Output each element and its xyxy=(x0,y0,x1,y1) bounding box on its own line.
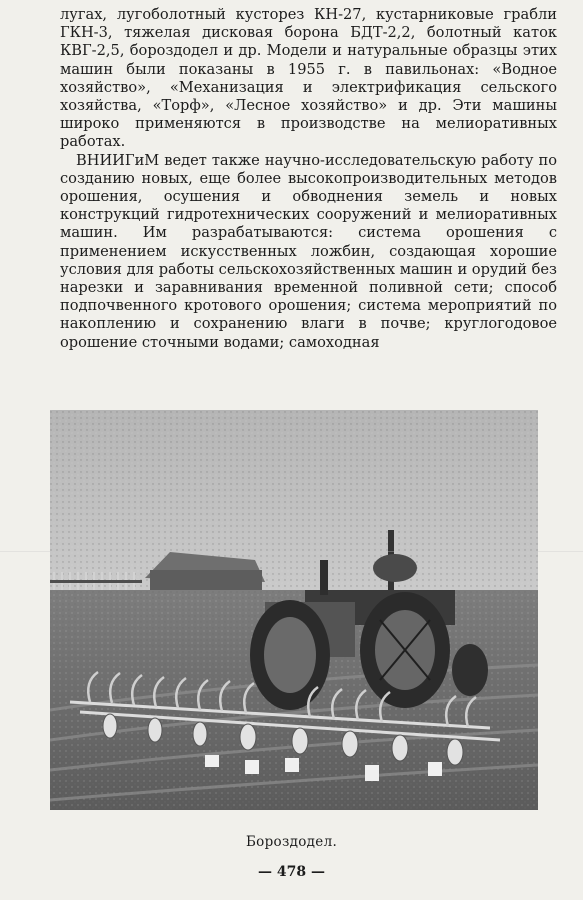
paragraph-1: лугах, лугоболотный кусторез КН-27, кустарниковые грабли ГКН-3, тяжелая дисковая борона БДТ-2,2, болотный каток КВГ-2,5, бороздодел и др. Модели и натуральные образцы этих машин были показаны в 1955 г. в павильонах: «Водное хозяйство», «Механизация и электрификация сельского хозяйства, «Торф», «Лесное хозяйство» и др. Эти машины широко применяются в производстве на мелиоративных работах. xyxy=(60,6,557,151)
page-number: — 478 — xyxy=(258,864,325,880)
scan-fold-line xyxy=(0,551,583,552)
photo-furrow-maker xyxy=(50,410,538,810)
body-text xyxy=(60,6,557,352)
paragraph-2: ВНИИГиМ ведет также научно-исследовательскую работу по созданию новых, еще более высокопроизводительных методов орошения, осушения и обводнения земель и новых конструкций гидротехнических сооружений и мелиоративных машин. Им разрабатываются: система орошения с применением искусственных ложбин, создающая хорошие условия для работы сельскохозяйственных машин и орудий без нарезки и заравнивания временной поливной сети; способ подпочвенного кротового орошения; система мероприятий по накоплению и сохранению влаги в почве; круглогодовое орошение сточными водами; самоходная xyxy=(60,151,557,351)
figure-caption: Бороздодел. xyxy=(245,834,338,850)
